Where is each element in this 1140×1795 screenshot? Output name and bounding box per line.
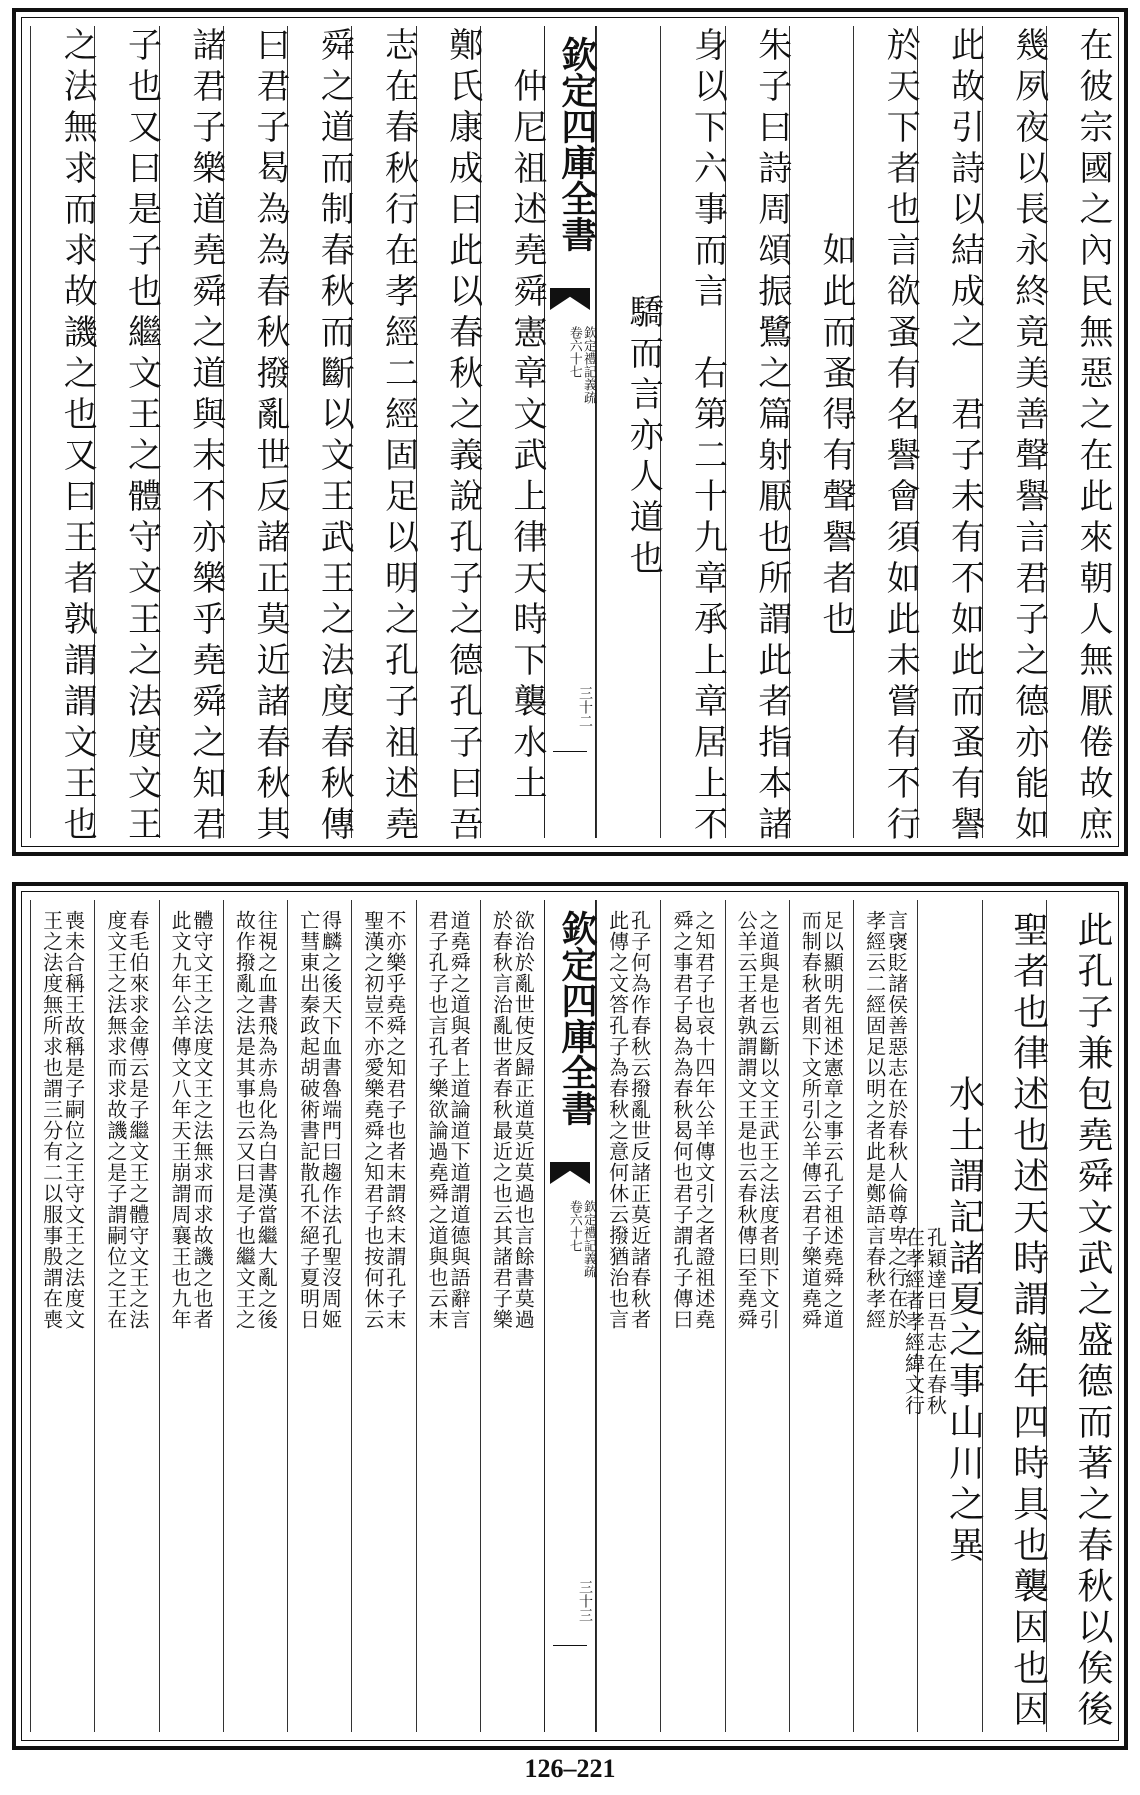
commentary-line: 此文九年公羊傳文八年天王崩謂周襄王也九年 xyxy=(168,910,193,1330)
commentary-pair xyxy=(417,910,480,1724)
column-text xyxy=(983,910,1049,1732)
commentary-line: 而制春秋者則下文所引公羊傳云君子樂道堯舜 xyxy=(798,910,823,1330)
text-column xyxy=(660,900,724,1732)
text-column xyxy=(30,26,98,847)
commentary-line: 王之法度無所求也謂三分有二以服事殷謂在喪 xyxy=(39,910,64,1330)
text-column xyxy=(596,900,660,1732)
column-text: 仲尼祖述堯舜憲章文武上律天時下襲水土 xyxy=(507,68,547,806)
top-book-title: 欽定四庫全書 xyxy=(556,36,598,252)
top-center-column xyxy=(544,26,596,838)
text-column xyxy=(287,26,355,847)
page-number: 126–221 xyxy=(524,1754,616,1783)
commentary-line: 公羊云王者孰謂謂文王是也云春秋傳曰至堯舜 xyxy=(734,910,759,1330)
text-column xyxy=(982,26,1049,847)
top-fishtail-mark xyxy=(550,288,590,310)
top-left-half xyxy=(30,26,547,847)
text-column xyxy=(94,26,162,847)
text-column xyxy=(1046,26,1113,847)
text-column xyxy=(159,26,226,847)
text-column xyxy=(725,900,789,1732)
column-text: 此故引詩以結成之 君子未有不如此而蚤有譽 xyxy=(944,27,985,847)
column-text: 舜之道而制春秋而斷以文王武王之法度春秋傳 xyxy=(314,27,355,847)
commentary-line: 孔穎達曰吾志在春秋 xyxy=(923,1226,948,1416)
column-text: 於天下者也言欲蚤有名譽會須如此未嘗有不行 xyxy=(880,27,921,847)
text-column xyxy=(789,26,856,838)
commentary-line: 言襃貶諸侯善惡志在於春秋人倫尊卑之行在於 xyxy=(884,910,909,1330)
text-column xyxy=(480,26,547,838)
column-text: 在彼宗國之內民無惡之在此來朝人無厭倦故庶 xyxy=(1073,27,1113,847)
top-page-frame xyxy=(12,8,1128,856)
commentary-line: 在孝經者孝經緯文行 xyxy=(901,1226,926,1416)
commentary-line: 道堯舜之道與者上道論道下道謂道德與語辭言 xyxy=(447,910,472,1330)
column-text xyxy=(901,910,985,1732)
column-text: 子也又曰是子也繼文王之體守文王之法度文王 xyxy=(121,27,162,847)
commentary-pair xyxy=(31,910,94,1724)
bottom-fishtail-mark xyxy=(550,1162,590,1184)
column-main-text: 此孔子兼包堯舜文武之盛德而著之春秋以俟後 xyxy=(1072,911,1113,1731)
bottom-right-half xyxy=(596,900,1113,1732)
commentary-pair xyxy=(288,910,351,1724)
text-column xyxy=(30,900,94,1732)
commentary-pair xyxy=(854,910,917,1724)
commentary-line: 聖漢之初豈不亦愛樂堯舜之知君子也按何休云 xyxy=(360,910,385,1330)
commentary-line: 春毛伯來求金傳云是子繼文王之體守文王之法 xyxy=(125,910,150,1330)
text-column xyxy=(351,26,419,847)
bottom-folio-rule xyxy=(553,1645,587,1646)
text-column xyxy=(223,900,287,1732)
text-column xyxy=(596,26,664,838)
commentary-pair xyxy=(481,910,544,1724)
text-column xyxy=(725,26,792,847)
text-column xyxy=(94,900,158,1732)
commentary-pair xyxy=(661,910,724,1724)
commentary-line: 足以顯明先祖述憲章之事云孔子祖述堯舜之道 xyxy=(820,910,845,1330)
text-column xyxy=(416,26,483,847)
top-folio-rule xyxy=(553,751,587,752)
commentary-line: 之道與是也云斷以文王武王之法度者則下文引 xyxy=(756,910,781,1330)
text-column xyxy=(660,26,728,847)
top-folio-number: 三十二 xyxy=(577,686,593,728)
column-text: 諸君子樂道堯舜之道與末不亦樂乎堯舜之知君 xyxy=(185,27,226,847)
commentary-line: 往視之血書飛為赤鳥化為白書漢當繼大亂之後 xyxy=(254,910,279,1330)
column-text: 驕而言亦人道也 xyxy=(623,293,664,581)
text-column xyxy=(159,900,223,1732)
column-text: 幾夙夜以長永終竟美善聲譽言君子之德亦能如 xyxy=(1008,27,1049,847)
bottom-left-half xyxy=(30,900,544,1732)
column-text: 如此而蚤得有聲譽者也 xyxy=(816,232,856,642)
text-column xyxy=(901,900,985,1732)
bottom-center-column xyxy=(544,900,596,1732)
commentary-line: 喪未合稱王故稱是子嗣位之王守文王之法度文 xyxy=(61,910,86,1330)
bottom-folio-number: 三十三 xyxy=(577,1580,593,1622)
text-column xyxy=(917,26,985,847)
commentary-line: 體守文王之法度文王之法無求而求故譏之也者 xyxy=(190,910,215,1330)
commentary-line: 不亦樂乎堯舜之知君子也者末謂終末謂孔子末 xyxy=(382,910,407,1330)
commentary-line: 故作撥亂之法是其事也云又曰是子也繼文王之 xyxy=(232,910,257,1330)
column-text xyxy=(1047,910,1113,1732)
commentary-line: 舜之事君子曷為為春秋曷何也君子謂孔子傳曰 xyxy=(669,910,694,1330)
commentary-pair xyxy=(95,910,158,1724)
top-right-half xyxy=(596,26,1113,847)
top-book-subtitle: 欽定禮記義疏 卷六十七 xyxy=(566,326,596,404)
commentary-pair xyxy=(224,910,287,1724)
text-column xyxy=(853,26,921,847)
commentary-pair xyxy=(726,910,789,1724)
commentary-pair xyxy=(790,910,853,1724)
text-column xyxy=(982,900,1049,1732)
commentary-line: 得麟之後天下血書魯端門曰趨作法孔聖沒周姬 xyxy=(318,910,343,1330)
commentary-pair xyxy=(597,910,660,1724)
commentary-pair xyxy=(352,910,415,1724)
column-text: 志在春秋行在孝經二經固足以明之孔子祖述堯 xyxy=(378,27,419,847)
column-text: 鄭氏康成曰此以春秋之義說孔子之德孔子曰吾 xyxy=(442,27,483,847)
commentary-line: 度文王之法無求而求故譏之是子謂嗣位之王在 xyxy=(103,910,128,1330)
commentary-line: 君子孔子也言孔子樂欲論過堯舜之道與也云末 xyxy=(425,910,450,1330)
text-column xyxy=(1046,900,1113,1732)
text-column xyxy=(480,900,544,1732)
text-column xyxy=(789,900,853,1732)
text-column xyxy=(853,900,917,1732)
bottom-page-columns xyxy=(30,900,1113,1732)
commentary-line: 欲治於亂世使反歸正道莫近莫過也言餘書莫過 xyxy=(511,910,536,1330)
column-main-text: 水土謂記諸夏之事山川之異 xyxy=(943,1075,985,1567)
column-text: 身以下六事而言 右第二十九章承上章居上不 xyxy=(687,27,728,847)
commentary-line: 此傳之文答孔子為春秋之意何休云撥猶治也言 xyxy=(605,910,630,1330)
text-column xyxy=(351,900,415,1732)
top-page-columns xyxy=(30,26,1113,847)
commentary-pair xyxy=(160,910,223,1724)
text-column xyxy=(416,900,480,1732)
commentary-line: 孝經云二經固足以明之者此是鄭語言春秋孝經 xyxy=(862,910,887,1330)
column-text: 之法無求而求故譏之也又曰王者孰謂謂文王也 xyxy=(57,27,98,847)
commentary-line: 孔子何為作春秋云撥亂世反諸正莫近諸春秋者 xyxy=(627,910,652,1330)
column-main-text: 聖者也律述也述天時謂編年四時具也襲因也因 xyxy=(1007,911,1049,1731)
bottom-book-title: 欽定四庫全書 xyxy=(556,910,598,1126)
commentary-line: 亡彗東出秦政起胡破術書記散孔不絕子夏明日 xyxy=(296,910,321,1330)
text-column xyxy=(223,26,290,847)
column-text: 曰君子曷為為春秋撥亂世反諸正莫近諸春秋其 xyxy=(250,27,290,847)
column-text: 朱子曰詩周頌振鷺之篇射厭也所謂此者指本諸 xyxy=(751,27,792,847)
bottom-book-subtitle: 欽定禮記義疏 卷六十七 xyxy=(566,1200,596,1278)
bottom-page-frame xyxy=(12,882,1128,1750)
text-column xyxy=(287,900,351,1732)
commentary-line: 之知君子也哀十四年公羊傳文引之者證祖述堯 xyxy=(691,910,716,1330)
commentary-line: 於春秋言治亂世者春秋最近之也云其諸君子樂 xyxy=(489,910,514,1330)
